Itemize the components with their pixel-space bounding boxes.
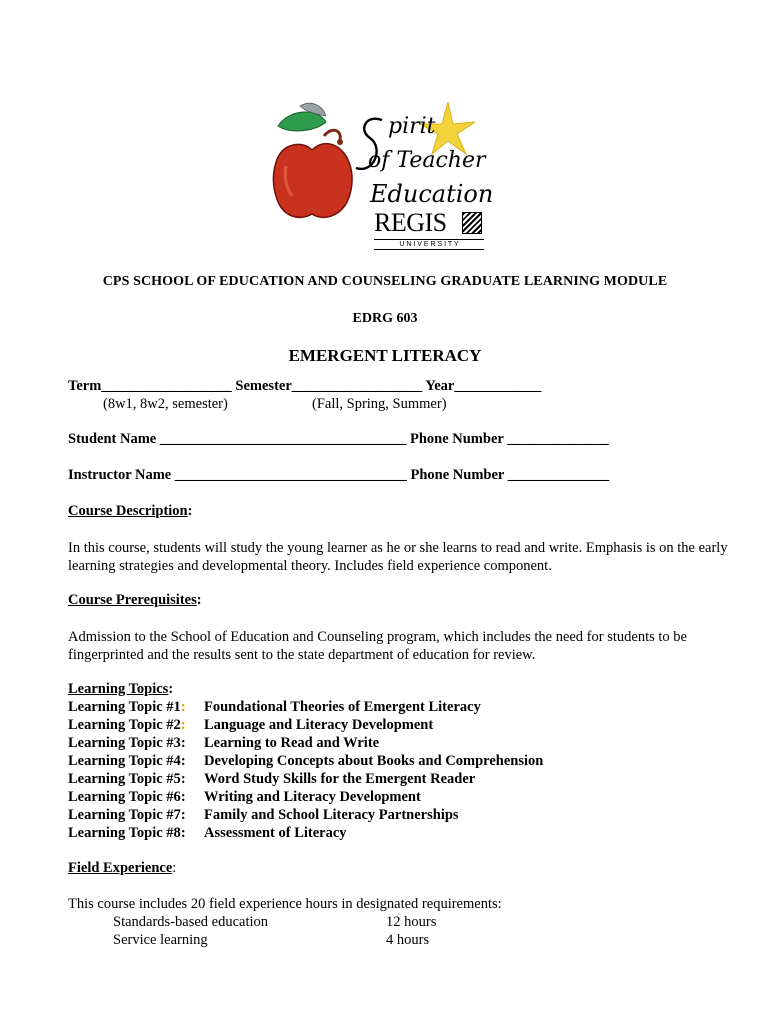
logo-script-line3: Education — [370, 180, 494, 208]
instructor-label: Instructor Name — [68, 467, 172, 483]
field-experience-row: Standards-based education 12 hours — [113, 914, 437, 930]
term-hint: (8w1, 8w2, semester) — [103, 396, 228, 412]
logo-brand-sub: U N I V E R S I T Y — [374, 239, 484, 250]
logo-script-line1: pirit — [388, 114, 436, 139]
regis-shield-icon — [462, 212, 482, 234]
description-text: In this course, students will study the young learner as he or she learns to read and write. Emphasis is on the early learning strategies and developmental theory. Includes field experience component. — [68, 540, 728, 574]
logo-script-line2: of Teacher — [368, 148, 486, 173]
semester-hint: (Fall, Spring, Summer) — [312, 396, 447, 412]
prerequisites-text: Admission to the School of Education and Counseling program, which includes the need for students to be fingerprinted and the results sent to the state department of education for review. — [68, 629, 687, 663]
semester-label: Semester — [235, 378, 292, 394]
student-label: Student Name — [68, 431, 157, 447]
instructor-name-field[interactable]: ________________________________ — [174, 467, 407, 483]
prerequisites-heading: Course Prerequisites: — [68, 592, 202, 608]
student-phone-field[interactable]: ______________ — [507, 431, 609, 447]
student-name-field[interactable]: __________________________________ — [159, 431, 407, 447]
student-phone-label: Phone Number — [409, 431, 504, 447]
year-label: Year — [425, 378, 455, 394]
instructor-phone-label: Phone Number — [410, 467, 505, 483]
field-experience-row: Service learning 4 hours — [113, 932, 430, 948]
year-field[interactable]: ____________ — [454, 378, 542, 394]
logo-brand: REGIS — [374, 208, 447, 237]
topic-row: Learning Topic #6: Writing and Literacy Development — [68, 789, 421, 805]
topic-row: Learning Topic #2: Language and Literacy Development — [68, 717, 434, 733]
field-experience-heading: Field Experience: — [68, 860, 177, 876]
instructor-phone-field[interactable]: ______________ — [507, 467, 610, 483]
field-experience-intro: This course includes 20 field experience hours in designated requirements: — [68, 896, 502, 912]
topic-row: Learning Topic #7: Family and School Literacy Partnerships — [68, 807, 459, 823]
topic-row: Learning Topic #8: Assessment of Literacy — [68, 825, 347, 841]
topic-row: Learning Topic #3: Learning to Read and Write — [68, 735, 380, 751]
term-field[interactable]: __________________ — [101, 378, 232, 394]
topic-row: Learning Topic #4: Developing Concepts about Books and Comprehension — [68, 753, 544, 769]
topics-heading: Learning Topics: — [68, 681, 174, 697]
course-title: EMERGENT LITERACY — [288, 346, 482, 365]
student-line — [68, 431, 609, 448]
topic-row: Learning Topic #5: Word Study Skills for the Emergent Reader — [68, 771, 476, 787]
spirit-of-teacher-education-logo — [270, 96, 492, 256]
term-label: Term — [68, 378, 102, 394]
course-code: EDRG 603 — [352, 311, 418, 326]
instructor-line — [68, 467, 609, 484]
semester-field[interactable]: __________________ — [291, 378, 423, 394]
school-line: CPS SCHOOL OF EDUCATION AND COUNSELING GRADUATE LEARNING MODULE — [102, 274, 668, 289]
topic-row: Learning Topic #1: Foundational Theories of Emergent Literacy — [68, 699, 481, 715]
description-heading: Course Description: — [68, 503, 193, 519]
term-line — [68, 378, 541, 395]
